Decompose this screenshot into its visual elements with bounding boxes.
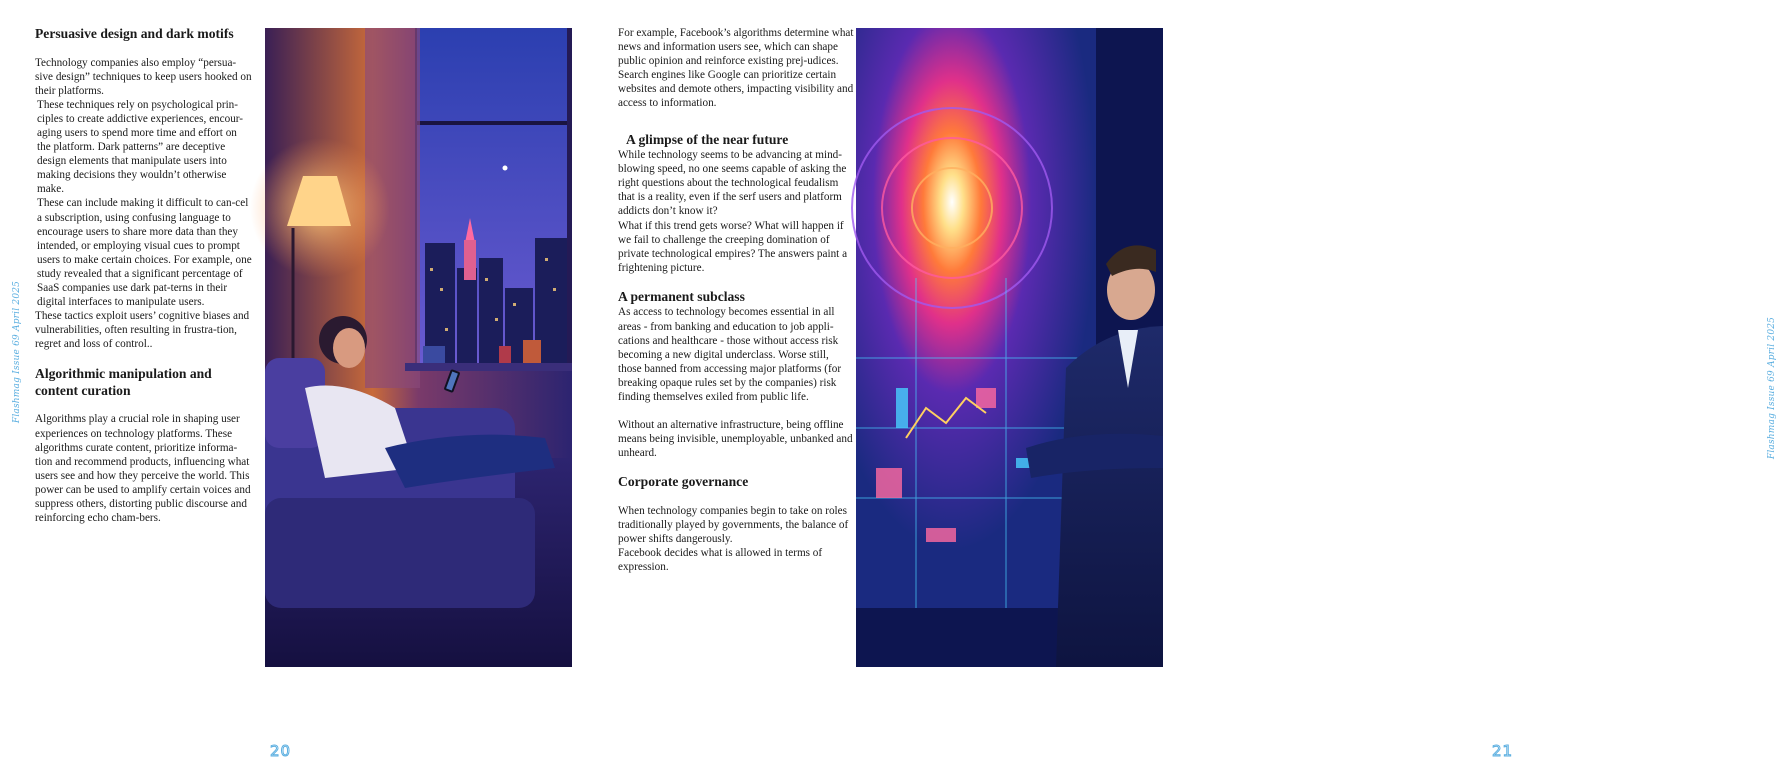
photo-man-facing-digital-screen	[856, 28, 1163, 667]
left-page	[0, 0, 600, 776]
paragraph-governance-2: Facebook decides what is allowed in terms of expression.	[618, 547, 823, 574]
paragraph-subclass-2: Without an alternative infrastructure, being offline means being invisible, unemployable, unbanked and unheard.	[618, 419, 853, 460]
paragraph-subclass-1: As access to technology becomes essential in all areas - from banking and education to job appli-cations and healthcare - those without access risk becoming a new digital underclass. Worse still, those banned from accessing major platforms (for breaking opaque rules set by the companies) risk finding themselves exiled from public life.	[618, 306, 842, 403]
page-number-left: 20	[270, 742, 292, 760]
paragraph-algorithmic-1: Algorithms play a crucial role in shaping user experiences on technology platforms. These algorithms curate content, prioritize informa-tion and recommend products, influencing what users see and how they perceive the world. This power can be used to amplify certain voices and suppress others, distorting public discourse and reinforcing echo cham-bers.	[35, 413, 251, 525]
paragraph-persuasive-4: These tactics exploit users’ cognitive biases and vulnerabilities, often resulting in frustra-tion, regret and loss of control..	[35, 310, 250, 351]
heading-permanent-subclass: A permanent subclass	[618, 288, 745, 304]
paragraph-intro: For example, Facebook’s algorithms determine what news and information users see, which can shape public opinion and reinforce existing prej-udices. Search engines like Google can prioritize certain websites and demote others, impacting visibility and access to information.	[618, 27, 854, 110]
paragraph-persuasive-3: These can include making it difficult to can-cel a subscription, using confusing language to encourage users to share more data than they intended, or employing visual cues to prompt users to make certain choices. For example, one study revealed that a significant percentage of SaaS companies use dark pat-terns in their digital interfaces to manipulate users.	[37, 197, 252, 309]
paragraph-future-1: While technology seems to be advancing at mind-blowing speed, no one seems capable of asking the right questions about the technological feudalism that is a reality, even if the serf users and platform addicts don’t know it?	[618, 149, 847, 218]
right-text-column	[618, 26, 854, 574]
heading-corporate-governance: Corporate governance	[618, 474, 749, 490]
left-text-column	[35, 26, 253, 525]
paragraph-governance-1: When technology companies begin to take on roles traditionally played by governments, the balance of power shifts dangerously.	[618, 504, 849, 546]
paragraph-persuasive-1: Technology companies also employ “persua-sive design” techniques to keep users hooked on their platforms.	[35, 56, 252, 97]
heading-persuasive-design: Persuasive design and dark motifs	[35, 26, 234, 41]
page-number-right: 21	[1492, 742, 1514, 760]
heading-near-future: A glimpse of the near future	[626, 131, 789, 147]
right-running-head: Flashmag Issue 69 April 2025	[1767, 316, 1777, 460]
heading-algorithmic-manipulation: Algorithmic manipulation and content curation	[35, 366, 212, 398]
paragraph-persuasive-2: These techniques rely on psychological prin-ciples to create addictive experiences, encour-aging users to spend more time and effort on the platform. Dark patterns” are deceptive design elements that manipulate users into making decisions they wouldn’t otherwise make.	[37, 98, 244, 196]
left-running-head: Flashmag Issue 69 April 2025	[12, 280, 22, 424]
paragraph-future-2: What if this trend gets worse? What will happen if we fail to challenge the creeping domination of private technological empires? The answers paint a frightening picture.	[618, 219, 848, 274]
photo-boy-on-sofa-with-phone	[265, 28, 572, 667]
